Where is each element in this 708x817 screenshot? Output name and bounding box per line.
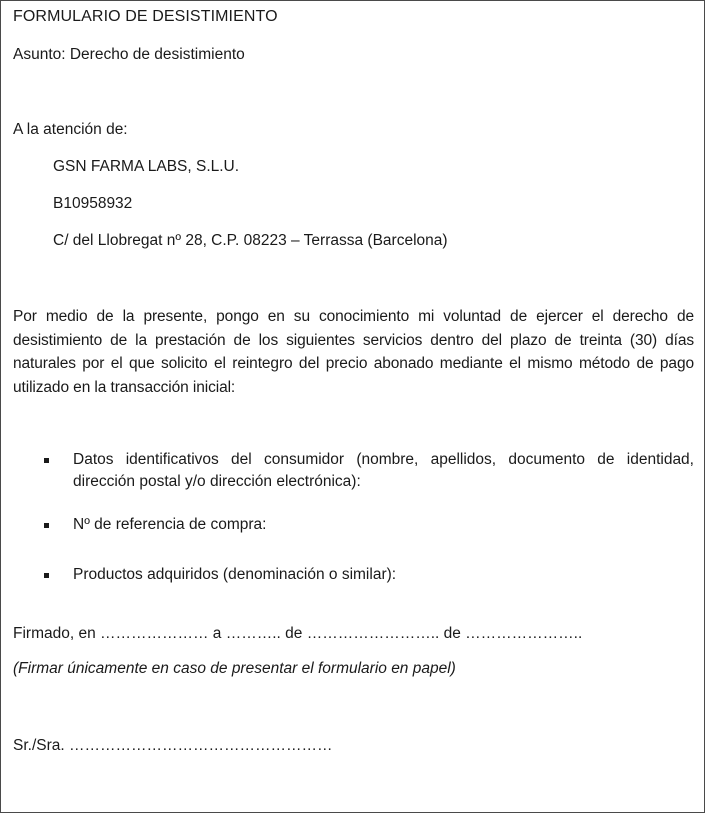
attention-label: A la atención de: <box>13 121 128 138</box>
list-item-text: Datos identificativos del consumidor (nombre, apellidos, documento de identidad, dirección postal y/o dirección electrónica): <box>73 451 694 490</box>
salutation-line: Sr./Sra. …………………………………………… <box>13 737 333 754</box>
company-address: C/ del Llobregat nº 28, C.P. 08223 – Terrassa (Barcelona) <box>53 232 448 249</box>
company-name: GSN FARMA LABS, S.L.U. <box>53 158 240 175</box>
bullet-square-icon <box>44 458 49 463</box>
sign-note: (Firmar únicamente en caso de presentar el formulario en papel) <box>13 660 456 677</box>
company-id: B10958932 <box>53 195 133 212</box>
withdrawal-paragraph: Por medio de la presente, pongo en su conocimiento mi voluntad de ejercer el derecho de desistimiento de la prestación de los siguientes servicios dentro del plazo de treinta (30) días naturales por el que solicito el reintegro del precio abonado mediante el mismo método de pago utilizado en la transacción inicial: <box>13 308 694 396</box>
form-title: FORMULARIO DE DESISTIMIENTO <box>13 8 278 25</box>
signed-line: Firmado, en ………………… a ……….. de …………………….. de ………………….. <box>13 625 583 642</box>
subject-line: Asunto: Derecho de desistimiento <box>13 46 245 63</box>
list-item-text: Productos adquiridos (denominación o similar): <box>73 566 397 583</box>
bullet-square-icon <box>44 573 49 578</box>
bullet-square-icon <box>44 523 49 528</box>
list-item-text: Nº de referencia de compra: <box>73 516 267 533</box>
